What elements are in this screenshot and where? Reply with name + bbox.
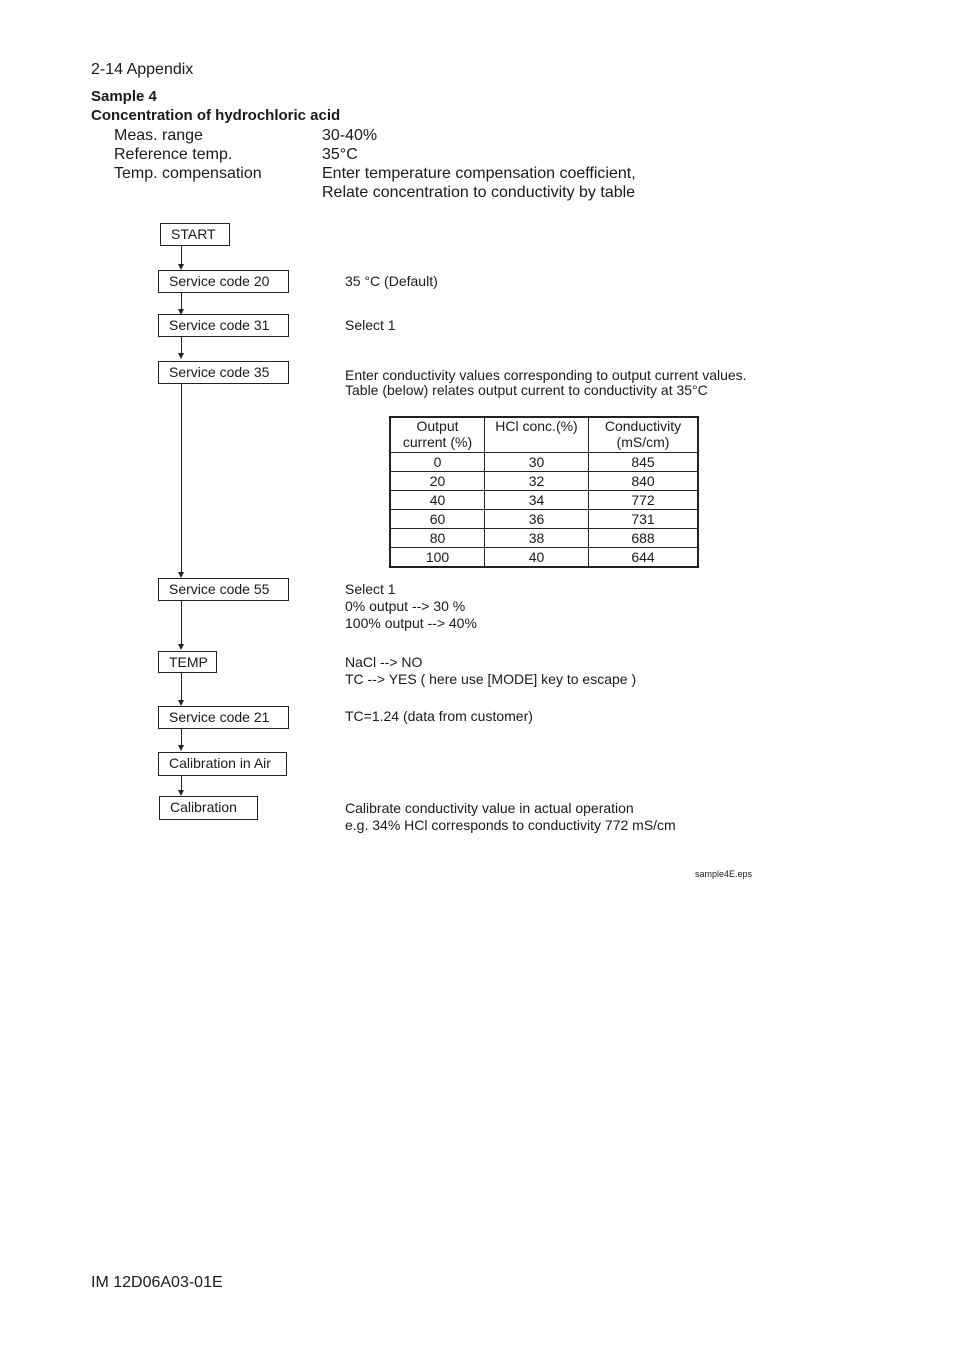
- table-row: [390, 453, 698, 472]
- flow-connector: [181, 728, 182, 746]
- table-header-output: Output current (%): [390, 417, 485, 453]
- flow-step-start: START: [160, 223, 230, 246]
- note-service-code-31: Select 1: [345, 317, 396, 333]
- note-calibration-line2: e.g. 34% HCl corresponds to conductivity 772 mS/cm: [345, 817, 676, 833]
- flow-step-service-code-20: Service code 20: [158, 270, 289, 293]
- table-cell: 644: [589, 548, 699, 568]
- flow-connector: [181, 600, 182, 645]
- table-cell: 30: [485, 453, 589, 472]
- note-service-code-35-line1: Enter conductivity values corresponding to output current values.: [345, 367, 747, 383]
- note-service-code-21: TC=1.24 (data from customer): [345, 708, 533, 724]
- note-service-code-35-line2: Table (below) relates output current to conductivity at 35°C: [345, 382, 708, 398]
- table-header-row: [390, 417, 698, 453]
- flow-connector: [181, 775, 182, 791]
- spec-label-tempcomp: Temp. compensation: [114, 165, 262, 182]
- document-id: IM 12D06A03-01E: [91, 1274, 223, 1291]
- table-header-hcl-conc: HCl conc.(%): [485, 417, 589, 453]
- flow-step-service-code-21: Service code 21: [158, 706, 289, 729]
- arrow-down-icon: [178, 353, 184, 359]
- table-cell: 731: [589, 510, 699, 529]
- table-row: [390, 548, 698, 568]
- conductivity-table: [389, 416, 699, 568]
- table-cell: 32: [485, 472, 589, 491]
- table-cell: 772: [589, 491, 699, 510]
- flow-step-temp: TEMP: [158, 651, 217, 673]
- flow-step-service-code-35: Service code 35: [158, 361, 289, 384]
- table-header-conductivity: Conductivity (mS/cm): [589, 417, 699, 453]
- note-temp-line2: TC --> YES ( here use [MODE] key to escape ): [345, 671, 637, 687]
- flow-step-service-code-31: Service code 31: [158, 314, 289, 337]
- note-service-code-55-line1: Select 1: [345, 581, 396, 597]
- note-service-code-55-line2: 0% output --> 30 %: [345, 598, 466, 614]
- flow-step-service-code-55: Service code 55: [158, 578, 289, 601]
- sample-subtitle: Concentration of hydrochloric acid: [91, 107, 341, 124]
- spec-value-tempcomp-2: Relate concentration to conductivity by table: [322, 184, 636, 201]
- arrow-down-icon: [178, 644, 184, 650]
- table-cell: 840: [589, 472, 699, 491]
- spec-value-range: 30-40%: [322, 127, 378, 144]
- table-cell: 845: [589, 453, 699, 472]
- note-temp-line1: NaCl --> NO: [345, 654, 423, 670]
- spec-value-tempcomp: Enter temperature compensation coefficient,: [322, 165, 636, 182]
- table-cell: 40: [485, 548, 589, 568]
- table-cell: 34: [485, 491, 589, 510]
- arrow-down-icon: [178, 745, 184, 751]
- note-service-code-20: 35 °C (Default): [345, 273, 438, 289]
- table-cell: 688: [589, 529, 699, 548]
- flow-connector: [181, 245, 182, 265]
- flow-connector: [181, 383, 182, 573]
- flow-step-calibration-in-air: Calibration in Air: [158, 752, 287, 776]
- spec-label-range: Meas. range: [114, 127, 203, 144]
- table-row: [390, 510, 698, 529]
- flow-connector: [181, 336, 182, 354]
- table-cell: 100: [390, 548, 485, 568]
- table-row: [390, 491, 698, 510]
- note-service-code-55-line3: 100% output --> 40%: [345, 615, 477, 631]
- table-cell: 38: [485, 529, 589, 548]
- table-row: [390, 472, 698, 491]
- table-cell: 40: [390, 491, 485, 510]
- flow-connector: [181, 292, 182, 310]
- page-header: 2-14 Appendix: [91, 61, 194, 78]
- flow-connector: [181, 672, 182, 701]
- spec-label-reftemp: Reference temp.: [114, 146, 233, 163]
- table-cell: 20: [390, 472, 485, 491]
- flow-step-calibration: Calibration: [159, 796, 258, 820]
- table-cell: 0: [390, 453, 485, 472]
- note-calibration-line1: Calibrate conductivity value in actual operation: [345, 800, 634, 816]
- figure-filename: sample4E.eps: [695, 869, 753, 879]
- table-row: [390, 529, 698, 548]
- spec-value-reftemp: 35°C: [322, 146, 358, 163]
- sample-title: Sample 4: [91, 88, 157, 105]
- table-cell: 36: [485, 510, 589, 529]
- table-cell: 80: [390, 529, 485, 548]
- table-cell: 60: [390, 510, 485, 529]
